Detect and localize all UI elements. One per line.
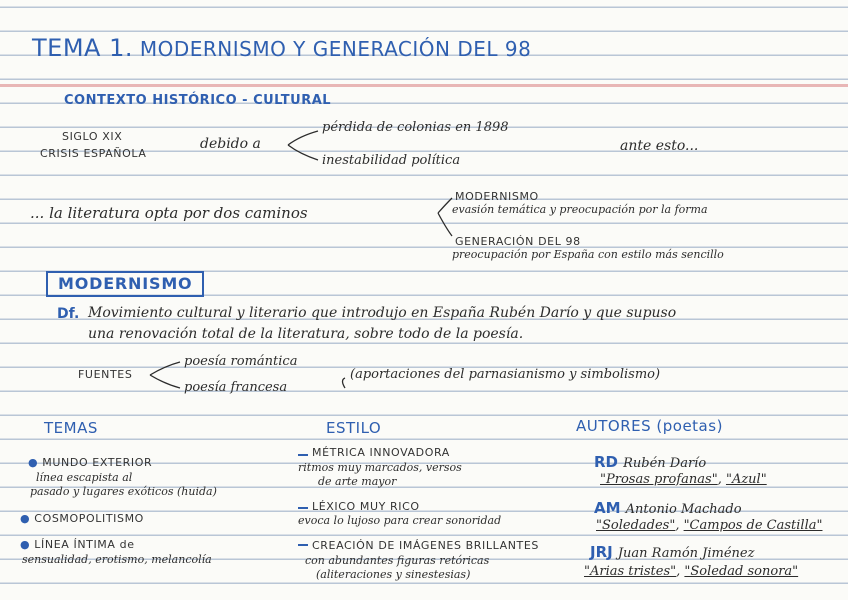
- cause-inestabilidad: inestabilidad política: [322, 153, 461, 168]
- estilo-3-line-2: (aliteraciones y sinestesias): [316, 568, 471, 581]
- bullet-icon: ●: [28, 456, 43, 469]
- definition-label: Df.: [57, 306, 80, 322]
- tema-3-line-1: sensualidad, erotismo, melancolía: [22, 553, 212, 566]
- title-number: TEMA 1.: [32, 34, 133, 62]
- cause-colonias: pérdida de colonias en 1898: [322, 120, 509, 135]
- tema-3-title: LÍNEA ÍNTIMA de: [34, 538, 135, 551]
- debido-label: debido a: [200, 136, 261, 152]
- autor-3-works: "Arias tristes", "Soledad sonora": [584, 564, 799, 579]
- fuentes-label: FUENTES: [78, 368, 133, 381]
- estilo-3-title: CREACIÓN DE IMÁGENES BRILLANTES: [312, 539, 539, 552]
- crisis-label: CRISIS ESPAÑOLA: [40, 147, 147, 160]
- estilo-1-line-1: ritmos muy marcados, versos: [298, 461, 462, 474]
- autor-1-initials: RD: [594, 453, 619, 471]
- autor-3-name: Juan Ramón Jiménez: [617, 546, 755, 561]
- estilo-heading: ESTILO: [326, 419, 382, 437]
- tema-linea-intima: [20, 538, 135, 551]
- autor-machado: [594, 498, 742, 517]
- estilo-2-line-1: evoca lo lujoso para crear sonoridad: [298, 514, 502, 527]
- tema-cosmopolitismo: [20, 512, 144, 525]
- aportaciones-note: (aportaciones del parnasianismo y simbolismo): [350, 367, 661, 382]
- tema-1-line-1: línea escapista al: [36, 471, 133, 484]
- autor-2-works: "Soledades", "Campos de Castilla": [596, 518, 823, 533]
- tema-2-title: COSMOPOLITISMO: [34, 512, 144, 525]
- temas-heading: TEMAS: [44, 419, 98, 437]
- path-modernismo-title: MODERNISMO: [455, 190, 539, 203]
- tema-mundo-exterior: [28, 456, 152, 469]
- autor-1-works: "Prosas profanas", "Azul": [600, 472, 767, 487]
- autor-3-work-1: "Arias tristes": [584, 564, 677, 579]
- autor-jimenez: [590, 542, 754, 561]
- autor-3-work-2: "Soledad sonora": [684, 564, 799, 579]
- autor-1-work-2: "Azul": [725, 472, 767, 487]
- path-generacion-title: GENERACIÓN DEL 98: [455, 235, 581, 248]
- autores-heading: AUTORES (poetas): [576, 417, 723, 435]
- fuente-romantica: poesía romántica: [184, 354, 298, 369]
- autor-3-initials: JRJ: [590, 543, 613, 561]
- autor-2-initials: AM: [594, 499, 621, 517]
- definition-line-2: una renovación total de la literatura, sobre todo de la poesía.: [88, 326, 524, 342]
- autor-dario: [594, 452, 706, 471]
- path-modernismo-desc: evasión temática y preocupación por la forma: [452, 203, 708, 216]
- estilo-3-line-1: con abundantes figuras retóricas: [305, 554, 490, 567]
- autor-2-work-1: "Soledades": [596, 518, 676, 533]
- literatura-caminos: ... la literatura opta por dos caminos: [30, 204, 308, 222]
- fuente-francesa: poesía francesa: [184, 380, 288, 395]
- definition-line-1: Movimiento cultural y literario que introdujo en España Rubén Darío y que supuso: [88, 305, 677, 321]
- estilo-2-title: LÉXICO MUY RICO: [312, 500, 420, 513]
- ante-esto: ante esto...: [620, 138, 699, 154]
- autor-2-name: Antonio Machado: [625, 502, 742, 517]
- modernismo-heading: MODERNISMO: [46, 271, 204, 297]
- autor-1-work-1: "Prosas profanas": [600, 472, 718, 487]
- tema-1-line-2: pasado y lugares exóticos (huida): [30, 485, 217, 498]
- siglo-label: SIGLO XIX: [62, 130, 123, 143]
- estilo-1-line-2: de arte mayor: [318, 475, 397, 488]
- path-generacion-desc: preocupación por España con estilo más sencillo: [452, 248, 724, 261]
- bullet-icon: ●: [20, 538, 35, 551]
- autor-2-work-2: "Campos de Castilla": [683, 518, 823, 533]
- estilo-1-title: MÉTRICA INNOVADORA: [312, 446, 450, 459]
- context-heading: CONTEXTO HISTÓRICO - CULTURAL: [64, 93, 332, 108]
- title-text: MODERNISMO Y GENERACIÓN DEL 98: [139, 37, 532, 61]
- tema-1-title: MUNDO EXTERIOR: [42, 456, 153, 469]
- bullet-icon: ●: [20, 512, 35, 525]
- autor-1-name: Rubén Darío: [623, 456, 707, 471]
